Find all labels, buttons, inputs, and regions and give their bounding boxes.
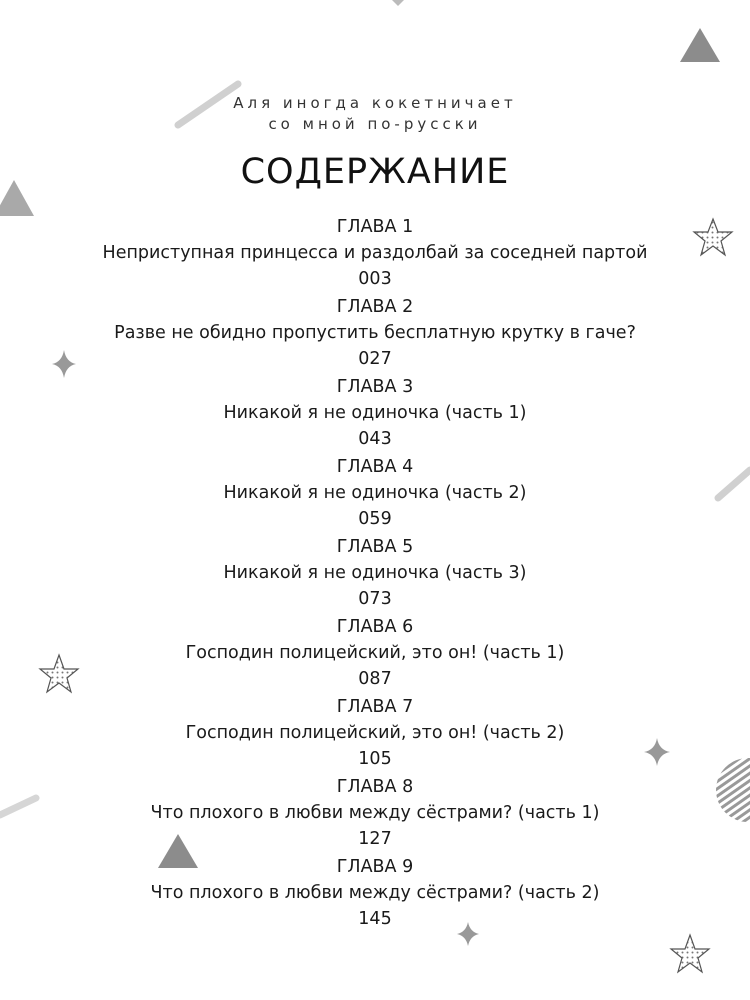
chapter-label: ГЛАВА 1	[336, 217, 414, 237]
chapter-title: Господин полицейский, это он! (часть 1)	[185, 643, 565, 663]
chapter-title: Разве не обидно пропустить бесплатную крутку в гаче?	[114, 323, 636, 343]
chapter-label: ГЛАВА 6	[336, 617, 414, 637]
chapter-title: Что плохого в любви между сёстрами? (часть 2)	[150, 883, 600, 903]
toc-entry[interactable]	[0, 214, 750, 294]
toc-entry[interactable]	[0, 534, 750, 614]
chapter-page-number: 027	[358, 349, 392, 369]
toc-entry[interactable]	[0, 774, 750, 854]
chapter-page-number: 087	[358, 669, 392, 689]
chapter-page-number: 059	[358, 509, 392, 529]
chapter-label: ГЛАВА 3	[336, 377, 414, 397]
chapter-page-number: 145	[358, 909, 392, 929]
chapter-page-number: 043	[358, 429, 392, 449]
chapter-page-number: 003	[358, 269, 392, 289]
series-title-line1: Аля иногда кокетничает	[233, 94, 517, 112]
chapter-label: ГЛАВА 2	[336, 297, 414, 317]
triangle-icon	[680, 28, 720, 62]
chapter-label: ГЛАВА 9	[336, 857, 414, 877]
chapter-page-number: 073	[358, 589, 392, 609]
chapter-title: Что плохого в любви между сёстрами? (часть 1)	[150, 803, 600, 823]
chapter-label: ГЛАВА 4	[336, 457, 414, 477]
toc-entry[interactable]	[0, 614, 750, 694]
star-icon	[671, 935, 709, 972]
chapter-title: Никакой я не одиночка (часть 3)	[223, 563, 527, 583]
chapter-title: Никакой я не одиночка (часть 1)	[223, 403, 527, 423]
page-title: СОДЕРЖАНИЕ	[240, 152, 510, 192]
toc-entry[interactable]	[0, 854, 750, 934]
triangle-icon	[392, 0, 404, 6]
chapter-page-number: 127	[358, 829, 392, 849]
chapter-title: Никакой я не одиночка (часть 2)	[223, 483, 527, 503]
series-title-line2: со мной по-русски	[268, 115, 482, 133]
chapter-title: Господин полицейский, это он! (часть 2)	[185, 723, 565, 743]
chapter-page-number: 105	[358, 749, 392, 769]
chapter-label: ГЛАВА 5	[336, 537, 414, 557]
chapter-title: Неприступная принцесса и раздолбай за соседней партой	[102, 243, 648, 263]
chapter-label: ГЛАВА 7	[336, 697, 414, 717]
toc-entry[interactable]	[0, 694, 750, 774]
chapter-label: ГЛАВА 8	[336, 777, 414, 797]
table-of-contents	[0, 214, 750, 934]
toc-entry[interactable]	[0, 374, 750, 454]
toc-entry[interactable]	[0, 294, 750, 374]
toc-entry[interactable]	[0, 454, 750, 534]
